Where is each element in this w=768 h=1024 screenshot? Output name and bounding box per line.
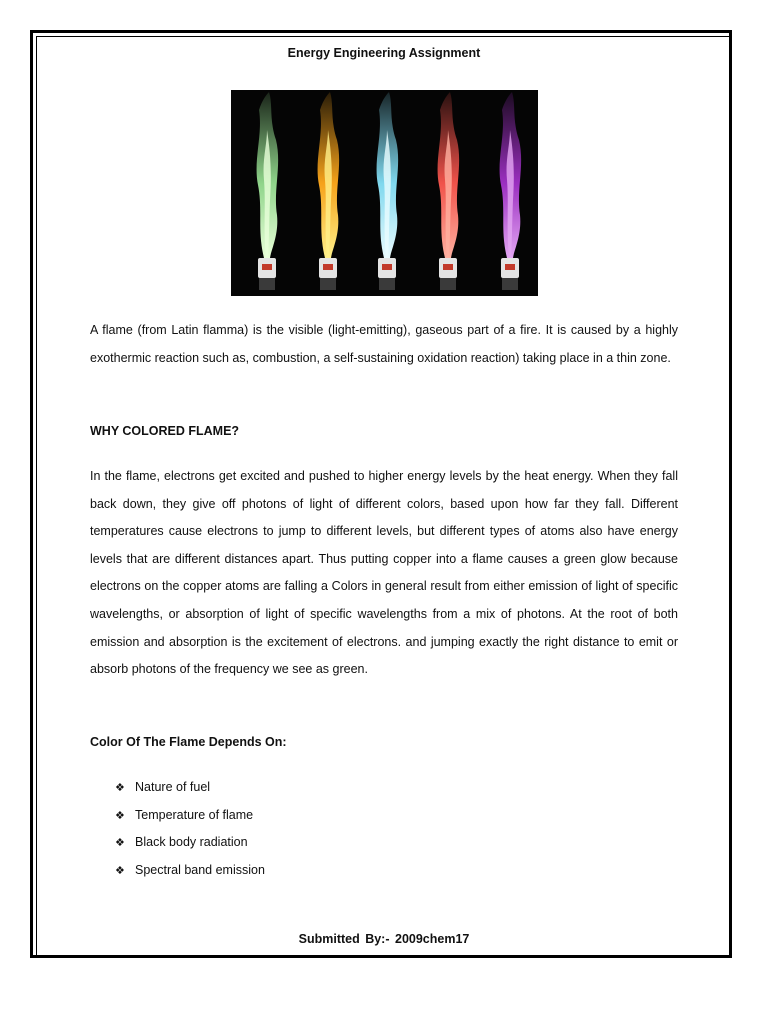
submitted-by-value: 2009chem17 (395, 932, 470, 946)
list-item: ❖ Spectral band emission (115, 859, 265, 887)
list-item: ❖ Nature of fuel (115, 776, 265, 804)
submitted-by-label: Submitted By:- (298, 932, 390, 946)
list-item: ❖ Black body radiation (115, 831, 265, 859)
document-title: Energy Engineering Assignment (287, 46, 481, 60)
diamond-bullet-icon: ❖ (115, 837, 125, 850)
diamond-bullet-icon: ❖ (115, 864, 125, 877)
list-item: ❖ Temperature of flame (115, 804, 265, 832)
diamond-bullet-icon: ❖ (115, 782, 125, 794)
intro-paragraph: A flame (from Latin flamma) is the visible (light-emitting), gaseous part of a fire. It is caused by a highly exothermic reaction such as, combustion, a self-sustaining oxidation reaction) taking place in a thin zone. (90, 323, 678, 365)
why-colored-flame-paragraph: In the flame, electrons get excited and pushed to higher energy levels by the heat energy. When they fall back down, they give off photons of light of different colors, based upon how far they fall. Different temperatures cause electrons to jump to different levels, but different types of atoms also have energy levels that are different distances apart. Thus putting copper into a flame causes a green glow because electrons on the copper atoms are falling a Colors in general result from either emission of light of specific wavelengths, or absorption of light of specific wavelengths from a mix of photons. At the root of both emission and absorption is the excitement of electrons. and jumping exactly the right distance to emit or absorb photons of the frequency we see as green. (90, 469, 678, 677)
colored-flames-photo (231, 90, 538, 296)
diamond-bullet-icon: ❖ (115, 809, 125, 822)
flame-4 (438, 92, 460, 290)
depends-on-heading: Color Of The Flame Depends On: (90, 735, 287, 749)
submitted-by (0, 932, 768, 946)
flame-1 (257, 92, 279, 290)
flame-3 (377, 92, 399, 290)
why-colored-flame-heading: WHY COLORED FLAME? (90, 424, 240, 438)
depends-on-list (115, 776, 265, 886)
flame-2 (318, 92, 340, 290)
flame-5 (500, 92, 522, 290)
